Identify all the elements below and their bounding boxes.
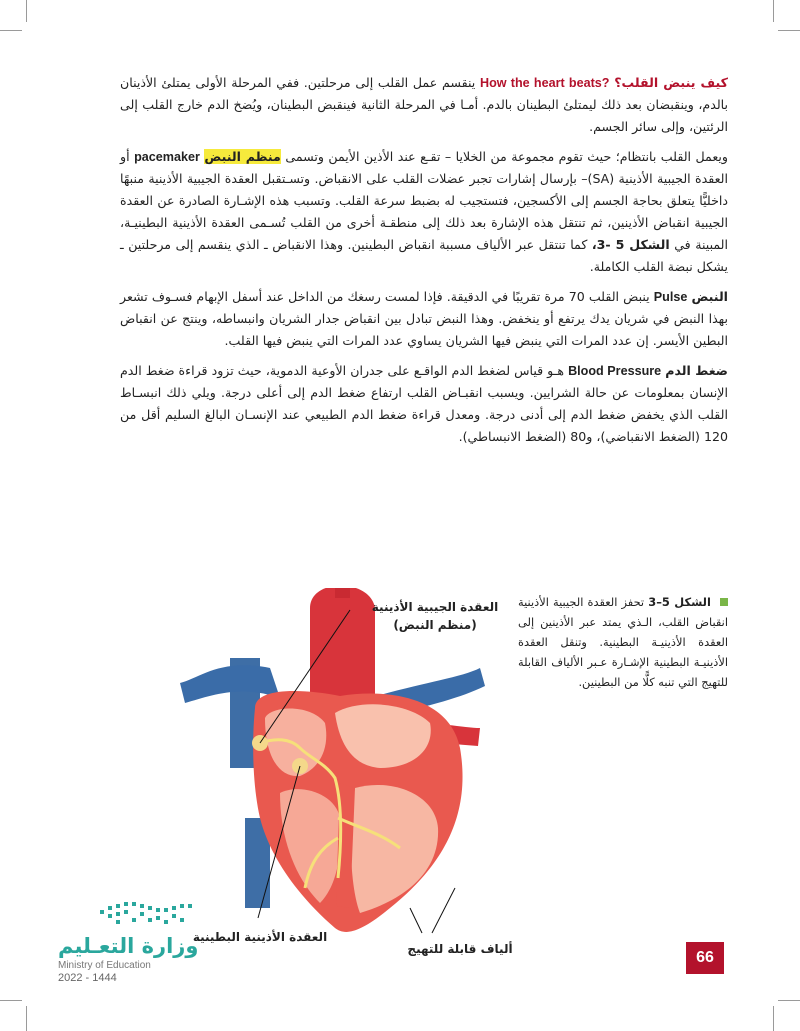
crop-mark (26, 1006, 27, 1031)
ministry-name-ar: وزارة التعـليم (58, 934, 199, 958)
pulse-term-en: Pulse (653, 290, 688, 304)
heart-illustration (160, 588, 520, 938)
crop-mark (773, 1006, 774, 1031)
heartbeat-paragraph (120, 72, 728, 138)
ministry-name-en: Ministry of Education (58, 960, 151, 971)
label-sa-node-line1: العقدة الجيبية الأذينية (371, 600, 499, 614)
left-ventricle (351, 785, 438, 913)
page-number: 66 (686, 942, 724, 974)
ministry-logo-mark (96, 896, 206, 930)
pacemaker-figure-ref: الشكل 5 -3، (591, 237, 670, 252)
crop-mark (773, 0, 774, 22)
crop-mark (26, 0, 27, 22)
edition-year: 2022 - 1444 (58, 972, 117, 984)
pulse-term-ar: النبض (691, 289, 728, 304)
heartbeat-heading-ar: كيف ينبض القلب؟ (614, 75, 729, 90)
pacemaker-highlight: منظم النبض (204, 149, 281, 164)
crop-mark (0, 1000, 22, 1001)
pacemaker-text-3: كما تنتقل عبر الألياف مسببة انقباض البطينين. وهذا الانقباض ـ الذي ينقسم إلى مرحلتين ـ يشكل نبضة القلب الكاملة. (120, 237, 728, 274)
heartbeat-text: ينقسم عمل القلب إلى مرحلتين. ففي المرحلة الأولى يمتلئ الأذينان بالدم، وينقبضان بعد ذلك ليمتلئ البطينان بالدم. أمـا في المرحلة الثانية فينقبض البطينان، ويُضخ الدم خارج القلب إلى الرئتين، وإلى سائر الجسم. (120, 75, 728, 134)
pacemaker-text-2: أو العقدة الجيبية الأذينية (SA)– بإرسال إشارات تجبر عضلات القلب على الانقباض. وتسـتقبل العقدة الجيبية الأذينية منبهًا داخليًّا يتعلق بحاجة الجسم إلى الأكسجين، فتستجيب له بضبط سرعة القلب. وتسبب هذه الإشـارة الصادرة عن العقدة الجيبية انقباض الأذينين، ثم تنتقل هذه الإشارة بعد ذلك إلى منطقـة أخرى من القلب تُسـمى العقدة الأذينية البطينيـة، المبينة في (120, 149, 728, 252)
crop-mark (778, 1000, 800, 1001)
bp-term-ar: ضغط الدم (665, 363, 728, 378)
caption-text: تحفز العقدة الجيبية الأذينية انقباض القلب، الـذي يمتد عبر الأذينين إلى العقدة الأذينيـة البطينية. وتنقل العقدة الأذينيـة البطينية الإشـارة عـبر الألياف القابلة للتهيج التي تنبه كلًّا من البطينين. (518, 595, 728, 689)
label-av-node: العقدة الأذينية البطينية (192, 930, 328, 944)
label-leader-fibers (410, 908, 422, 933)
pacemaker-paragraph (120, 146, 728, 278)
bp-term-en: Blood Pressure (568, 364, 662, 378)
crop-mark (778, 30, 800, 31)
pulse-paragraph (120, 286, 728, 352)
label-sa-node-line2: (منظم النبض) (393, 618, 477, 632)
bp-paragraph (120, 360, 728, 448)
heartbeat-heading-en: How the heart beats? (479, 76, 610, 90)
label-sa-node (355, 598, 515, 634)
pacemaker-term-en: pacemaker (134, 150, 200, 164)
main-text (120, 72, 728, 456)
pacemaker-text-1: ويعمل القلب بانتظام؛ حيث تقوم مجموعة من الخلايا – تقـع عند الأذين الأيمن وتسمى (285, 149, 729, 164)
caption-bullet-icon (720, 598, 728, 606)
bp-text: هـو قياس لضغط الدم الواقـع على جدران الأوعية الدموية، حيث تزود قراءة ضغط الدم الإنسان بمعلومات عن حالة الشرايين. ويسبب انقبـاض القلب ارتفاع ضغط الدم إلى أعلى درجة. ويلي ذلك انبسـاط القلب الذي يخفض ضغط الدم إلى أدنى درجة. ومعدل قراءة ضغط الدم الطبيعي عند الإنسـان البالغ السليم أقل من 120 (الضغط الانقباضي)، و80 (الضغط الانبساطي). (120, 363, 728, 444)
label-leader-fibers (432, 888, 455, 933)
pulse-text: ينبض القلب 70 مرة تقريبًا في الدقيقة. فإذا لمست رسغك من الداخل عند أسفل الإبهام فسـوف تشعر بهذا النبض في شريان يدك يرتفع أو ينخفض. وهذا النبض تبادل بين انقباض جدار الشريان وانبساطه، وينتج عن انقباض البطين الأيسر. إن عدد المرات التي ينبض فيها الشريان يساوي عدد المرات التي ينبض فيها القلب. (120, 289, 728, 348)
figure-caption (518, 592, 728, 692)
aortic-arch-branch (335, 588, 350, 598)
ministry-logo (56, 896, 206, 986)
caption-label: الشكل 5–3 (648, 595, 711, 609)
crop-mark (0, 30, 22, 31)
label-fibers: ألياف قابلة للتهيج (407, 942, 513, 956)
